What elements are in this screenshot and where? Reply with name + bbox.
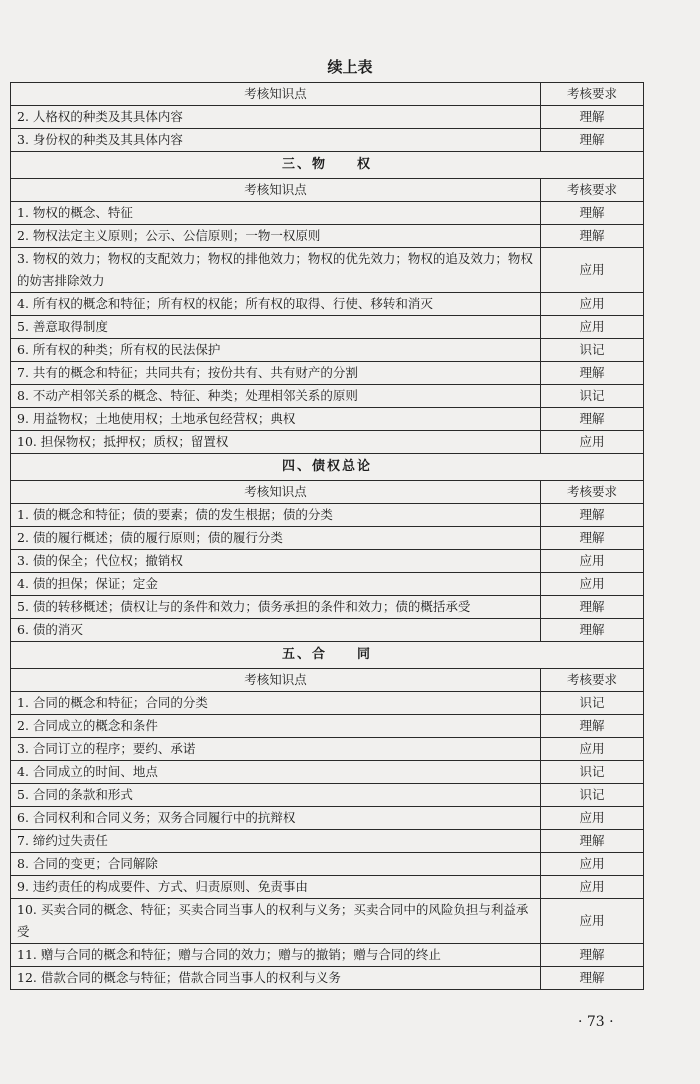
- requirement-level: 理解: [541, 715, 644, 738]
- section-title-row: [11, 642, 644, 669]
- column-header-row: [11, 481, 644, 504]
- knowledge-point: 2. 物权法定主义原则；公示、公信原则；一物一权原则: [11, 225, 541, 248]
- requirement-level: 识记: [541, 692, 644, 715]
- page-number: · 73 ·: [578, 1014, 614, 1030]
- table-row: [11, 899, 644, 944]
- table-row: [11, 408, 644, 431]
- column-header-row: [11, 83, 644, 106]
- column-header-knowledge: 考核知识点: [11, 179, 541, 202]
- knowledge-point: 9. 用益物权；土地使用权；土地承包经营权；典权: [11, 408, 541, 431]
- section-title-row: [11, 152, 644, 179]
- table-row: [11, 527, 644, 550]
- table-row: [11, 619, 644, 642]
- table-row: [11, 761, 644, 784]
- column-header-row: [11, 179, 644, 202]
- requirement-level: 识记: [541, 339, 644, 362]
- column-header-row: [11, 669, 644, 692]
- section-title: 四、债权总论: [11, 454, 644, 481]
- knowledge-point: 2. 人格权的种类及其具体内容: [11, 106, 541, 129]
- table-row: [11, 106, 644, 129]
- knowledge-point: 1. 合同的概念和特征；合同的分类: [11, 692, 541, 715]
- knowledge-point: 1. 债的概念和特征；债的要素；债的发生根据；债的分类: [11, 504, 541, 527]
- table-row: [11, 504, 644, 527]
- requirement-level: 应用: [541, 876, 644, 899]
- requirement-level: 理解: [541, 202, 644, 225]
- requirement-level: 应用: [541, 248, 644, 293]
- knowledge-point: 5. 善意取得制度: [11, 316, 541, 339]
- table-row: [11, 573, 644, 596]
- knowledge-point: 7. 共有的概念和特征；共同共有；按份共有、共有财产的分割: [11, 362, 541, 385]
- table-row: [11, 944, 644, 967]
- table-row: [11, 225, 644, 248]
- table-row: [11, 738, 644, 761]
- knowledge-point: 3. 物权的效力；物权的支配效力；物权的排他效力；物权的优先效力；物权的追及效力；物权的妨害排除效力: [11, 248, 541, 293]
- requirement-level: 理解: [541, 362, 644, 385]
- requirement-level: 应用: [541, 573, 644, 596]
- knowledge-point: 5. 合同的条款和形式: [11, 784, 541, 807]
- column-header-requirement: 考核要求: [541, 481, 644, 504]
- requirement-level: 理解: [541, 944, 644, 967]
- knowledge-point: 2. 合同成立的概念和条件: [11, 715, 541, 738]
- column-header-knowledge: 考核知识点: [11, 481, 541, 504]
- table-row: [11, 293, 644, 316]
- knowledge-table-body: [11, 83, 644, 990]
- requirement-level: 理解: [541, 830, 644, 853]
- knowledge-point: 2. 债的履行概述；债的履行原则；债的履行分类: [11, 527, 541, 550]
- requirement-level: 理解: [541, 504, 644, 527]
- table-row: [11, 967, 644, 990]
- table-row: [11, 362, 644, 385]
- knowledge-point: 3. 身份权的种类及其具体内容: [11, 129, 541, 152]
- knowledge-point: 4. 所有权的概念和特征；所有权的权能；所有权的取得、行使、移转和消灭: [11, 293, 541, 316]
- requirement-level: 理解: [541, 225, 644, 248]
- requirement-level: 应用: [541, 738, 644, 761]
- requirement-level: 理解: [541, 527, 644, 550]
- requirement-level: 应用: [541, 316, 644, 339]
- section-title: 三、物 权: [11, 152, 644, 179]
- table-row: [11, 853, 644, 876]
- knowledge-point: 4. 债的担保；保证；定金: [11, 573, 541, 596]
- column-header-knowledge: 考核知识点: [11, 669, 541, 692]
- requirement-level: 识记: [541, 784, 644, 807]
- requirement-level: 识记: [541, 761, 644, 784]
- knowledge-table: [10, 82, 644, 990]
- knowledge-point: 9. 违约责任的构成要件、方式、归责原则、免责事由: [11, 876, 541, 899]
- column-header-requirement: 考核要求: [541, 669, 644, 692]
- knowledge-point: 6. 合同权利和合同义务；双务合同履行中的抗辩权: [11, 807, 541, 830]
- knowledge-point: 1. 物权的概念、特征: [11, 202, 541, 225]
- table-row: [11, 830, 644, 853]
- section-title-row: [11, 454, 644, 481]
- requirement-level: 识记: [541, 385, 644, 408]
- knowledge-point: 7. 缔约过失责任: [11, 830, 541, 853]
- column-header-knowledge: 考核知识点: [11, 83, 541, 106]
- requirement-level: 应用: [541, 807, 644, 830]
- requirement-level: 应用: [541, 550, 644, 573]
- requirement-level: 理解: [541, 106, 644, 129]
- knowledge-point: 12. 借款合同的概念与特征；借款合同当事人的权利与义务: [11, 967, 541, 990]
- knowledge-point: 5. 债的转移概述；债权让与的条件和效力；债务承担的条件和效力；债的概括承受: [11, 596, 541, 619]
- table-row: [11, 596, 644, 619]
- table-row: [11, 202, 644, 225]
- knowledge-point: 4. 合同成立的时间、地点: [11, 761, 541, 784]
- table-row: [11, 784, 644, 807]
- table-row: [11, 431, 644, 454]
- knowledge-point: 11. 赠与合同的概念和特征；赠与合同的效力；赠与的撤销；赠与合同的终止: [11, 944, 541, 967]
- requirement-level: 理解: [541, 967, 644, 990]
- section-title: 五、合 同: [11, 642, 644, 669]
- requirement-level: 理解: [541, 596, 644, 619]
- knowledge-point: 10. 担保物权；抵押权；质权；留置权: [11, 431, 541, 454]
- requirement-level: 应用: [541, 899, 644, 944]
- requirement-level: 理解: [541, 619, 644, 642]
- table-row: [11, 807, 644, 830]
- requirement-level: 应用: [541, 431, 644, 454]
- table-caption: 续上表: [327, 58, 373, 76]
- table-row: [11, 129, 644, 152]
- table-row: [11, 316, 644, 339]
- table-row: [11, 550, 644, 573]
- table-row: [11, 385, 644, 408]
- column-header-requirement: 考核要求: [541, 179, 644, 202]
- table-row: [11, 715, 644, 738]
- column-header-requirement: 考核要求: [541, 83, 644, 106]
- table-row: [11, 876, 644, 899]
- knowledge-point: 8. 合同的变更；合同解除: [11, 853, 541, 876]
- knowledge-point: 6. 所有权的种类；所有权的民法保护: [11, 339, 541, 362]
- requirement-level: 理解: [541, 129, 644, 152]
- table-row: [11, 248, 644, 293]
- requirement-level: 应用: [541, 853, 644, 876]
- knowledge-point: 3. 合同订立的程序；要约、承诺: [11, 738, 541, 761]
- requirement-level: 理解: [541, 408, 644, 431]
- knowledge-point: 3. 债的保全；代位权；撤销权: [11, 550, 541, 573]
- knowledge-point: 10. 买卖合同的概念、特征；买卖合同当事人的权利与义务；买卖合同中的风险负担与利益承受: [11, 899, 541, 944]
- requirement-level: 应用: [541, 293, 644, 316]
- table-row: [11, 339, 644, 362]
- knowledge-point: 8. 不动产相邻关系的概念、特征、种类；处理相邻关系的原则: [11, 385, 541, 408]
- table-row: [11, 692, 644, 715]
- knowledge-point: 6. 债的消灭: [11, 619, 541, 642]
